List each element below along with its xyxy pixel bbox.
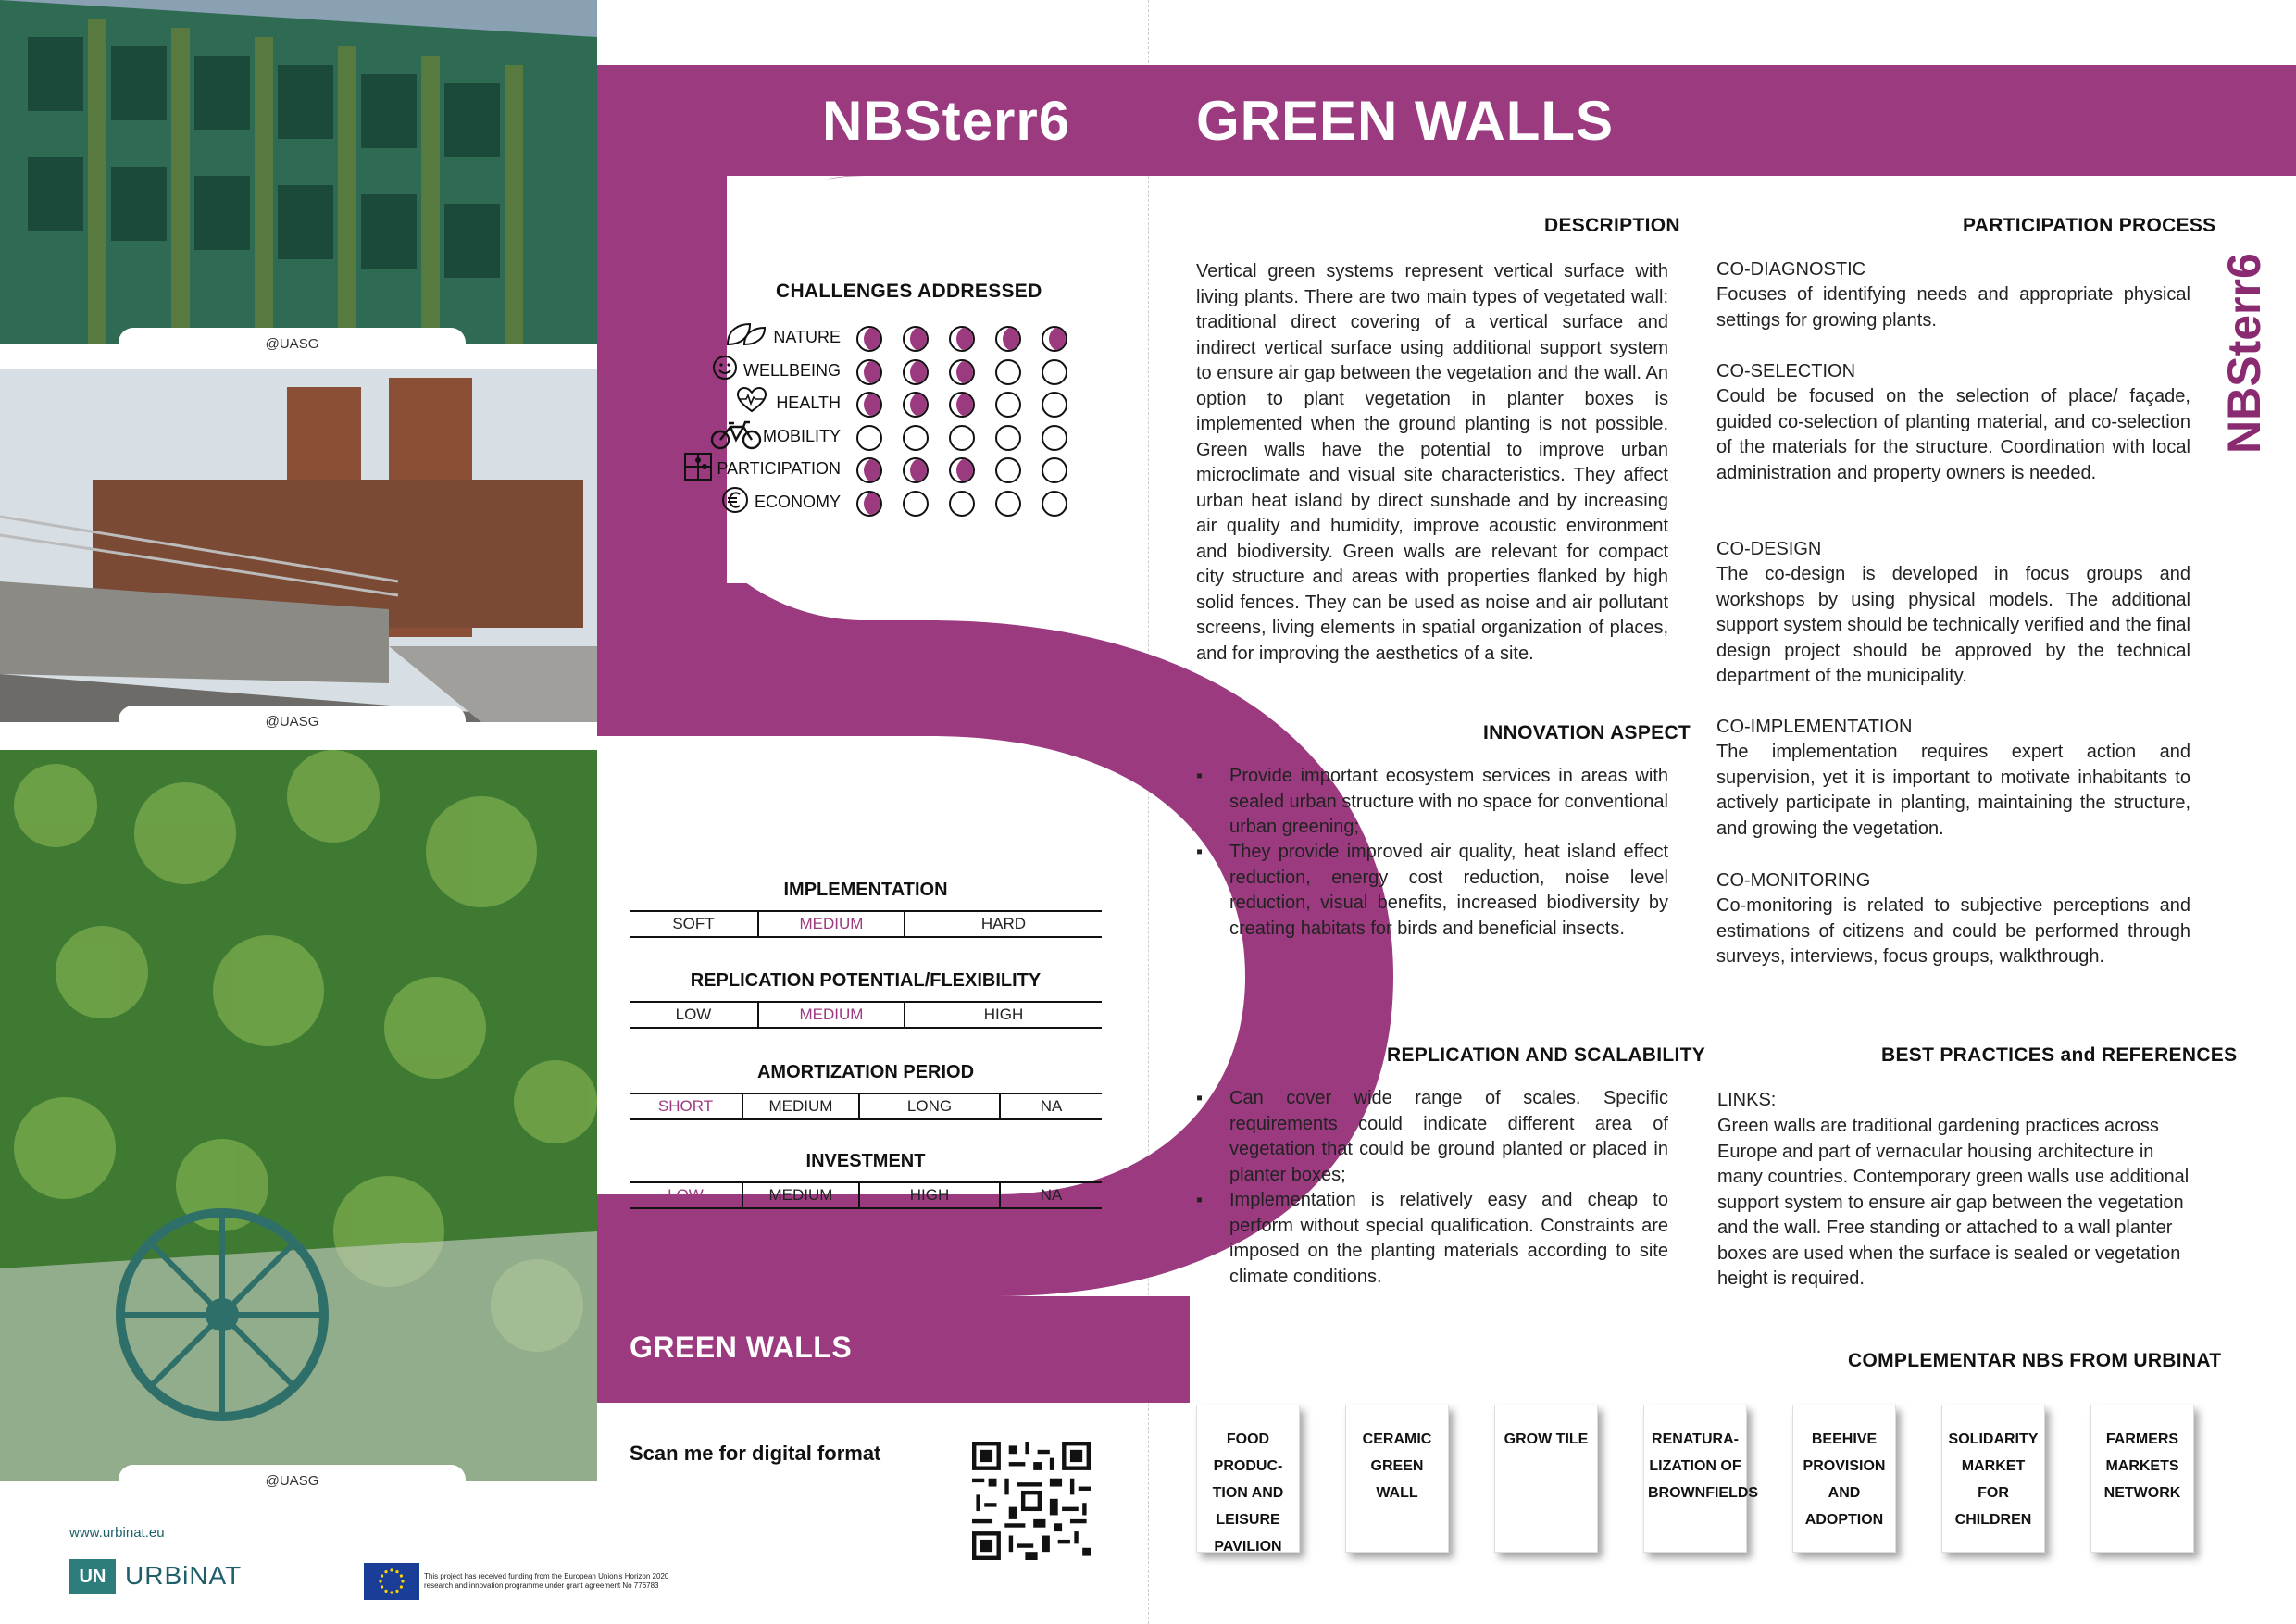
replication-scalability-title: REPLICATION AND SCALABILITY: [1387, 1044, 1706, 1066]
investment-option: LOW: [630, 1183, 743, 1207]
card-label: FOOD PRODUC-TION AND LEISURE PAVILION: [1212, 1431, 1284, 1555]
rating-circle: [949, 425, 975, 451]
building-facade-illustration: [0, 0, 597, 344]
replication-option: LOW: [630, 1003, 759, 1027]
rating-circle: [995, 326, 1021, 352]
challenge-label: WELLBEING: [742, 360, 841, 380]
challenge-label: ECONOMY: [754, 492, 841, 511]
rating-circle: [856, 491, 882, 517]
complementary-nbs-card[interactable]: [1643, 1405, 1759, 1553]
replication-bullet-2: [1196, 1188, 1668, 1290]
photo-gabion-wall: [0, 369, 597, 722]
rating-fill: [1003, 326, 1021, 352]
ivy-wall-illustration: [0, 750, 597, 1481]
innovation-bullet-2: [1196, 840, 1668, 942]
amortization-option: MEDIUM: [743, 1094, 860, 1118]
eu-funding-text: This project has received funding from the European Union's Horizon 2020 research and innovation programme under grant agreement No 776783: [424, 1572, 669, 1590]
rating-circle: [1042, 392, 1067, 418]
complementary-nbs-card[interactable]: [1196, 1405, 1300, 1553]
complementary-nbs-card[interactable]: [2090, 1405, 2194, 1553]
investment-option: NA: [1040, 1186, 1063, 1204]
rating-fill: [956, 326, 975, 352]
rating-circle: [856, 392, 882, 418]
rating-circle: [949, 457, 975, 483]
implementation-option: HARD: [980, 915, 1027, 932]
innovation-bullet-1-text: Provide important ecosystem services in areas with sealed urban structure with no space for conventional urban greening;: [1229, 766, 1668, 837]
rating-circle: [1042, 326, 1067, 352]
rating-circle: [903, 326, 929, 352]
participation-heading: CO-SELECTION: [1716, 361, 1856, 381]
implementation-option: MEDIUM: [759, 912, 905, 936]
investment-option: MEDIUM: [743, 1183, 860, 1207]
gabion-wall-illustration: [0, 369, 597, 722]
complementary-nbs-card[interactable]: [1941, 1405, 2045, 1553]
rating-fill: [956, 359, 975, 385]
investment-scale: [630, 1181, 1102, 1209]
rating-circle: [995, 491, 1021, 517]
bullet-mark: ▪: [1196, 766, 1204, 786]
description-text: Vertical green systems represent vertical surface with living plants. There are two main types of vegetated wall: traditional direct covering of a vertical surface and indirect vertical surface using additional support system to ensure air gap between the vegetation and the wall. An option to plant vegetation in planter boxes is implemented when the ground planting is not possible. Green walls have the potential to improve urban microclimate and visual site characteristics. They affect urban heat island by direct sunshade and by increasing air quality and humidity, improve acoustic environment and biodiversity. Green walls are relevant for compact city structure and areas with properties flanked by high solid fences. They can be used as noise and air pollutant screens, living elements in spatial organization of places, and for improving the aesthetics of a site.: [1196, 261, 1668, 664]
side-code-vertical: [2217, 213, 2273, 454]
rating-circle: [903, 425, 929, 451]
amortization-scale-title: AMORTIZATION PERIOD: [756, 1062, 975, 1082]
investment-scale-title: INVESTMENT: [805, 1151, 926, 1171]
replication-option: HIGH: [983, 1006, 1024, 1023]
urbinat-logo-name: URBiNAT: [125, 1561, 243, 1590]
photo-credit-1: @UASG: [119, 328, 466, 361]
replication-bullet-1-text: Can cover wide range of scales. Specific requirements could indicate different area of vegetation that could be ground planted or placed in planter boxes;: [1229, 1088, 1668, 1185]
replication-bullet-1: [1196, 1086, 1668, 1188]
rating-circle: [856, 457, 882, 483]
complementary-nbs-card[interactable]: [1792, 1405, 1896, 1553]
challenge-label: HEALTH: [776, 394, 841, 412]
rating-fill: [910, 359, 929, 385]
card-label: CERAMIC GREEN WALL: [1362, 1431, 1432, 1501]
rating-circle: [903, 491, 929, 517]
website-link[interactable]: www.urbinat.eu: [69, 1525, 165, 1541]
amortization-scale: [630, 1093, 1102, 1120]
photo-credit-3: @UASG: [119, 1465, 466, 1498]
card-label: RENATURA-LIZATION OF BROWNFIELDS: [1648, 1431, 1759, 1501]
complementary-nbs-card[interactable]: [1345, 1405, 1449, 1553]
rating-fill: [864, 392, 882, 418]
description-title: DESCRIPTION: [1544, 215, 1680, 236]
participation-heading: CO-DIAGNOSTIC: [1716, 259, 1866, 280]
rating-circle: [949, 326, 975, 352]
implementation-scale-title: IMPLEMENTATION: [783, 880, 948, 900]
amortization-option: NA: [1040, 1097, 1063, 1115]
replication-scale: [630, 1001, 1102, 1029]
rating-fill: [864, 359, 882, 385]
innovation-title: INNOVATION ASPECT: [1483, 722, 1691, 743]
scan-label: Scan me for digital format: [630, 1442, 881, 1465]
rating-circle: [949, 392, 975, 418]
rating-circle: [903, 457, 929, 483]
rating-circle: [995, 457, 1021, 483]
rating-circle: [949, 491, 975, 517]
participation-text: The co-design is developed in focus groups and workshops by using physical models. The additional support system should be technically verified and the final design project should be approved by the technical department of the municipality.: [1716, 564, 2190, 686]
bullet-mark: ▪: [1196, 1088, 1204, 1108]
rating-circle: [949, 359, 975, 385]
photo-building-facade: [0, 0, 597, 344]
innovation-bullet-1: [1196, 764, 1668, 841]
eu-flag-icon: [364, 1563, 419, 1600]
card-label: SOLIDARITY MARKET FOR CHILDREN: [1948, 1431, 2039, 1528]
rating-circle: [856, 425, 882, 451]
card-label: GROW TILE: [1504, 1431, 1589, 1447]
rating-circle: [995, 359, 1021, 385]
best-practices-title: BEST PRACTICES and REFERENCES: [1881, 1044, 2238, 1066]
nbs-code-title: NBSterr6: [822, 90, 1071, 152]
participation-heading: CO-IMPLEMENTATION: [1716, 717, 1913, 737]
urbinat-logo-mark: UN: [69, 1559, 116, 1594]
card-label: FARMERS MARKETS NETWORK: [2103, 1431, 2181, 1501]
participation-text: Could be focused on the selection of place/ façade, guided co-selection of planting material, and co-selection of the materials for the structure. Coordination with local administration and property owners is needed.: [1716, 386, 2190, 483]
rating-circle: [995, 392, 1021, 418]
amortization-option: SHORT: [630, 1094, 743, 1118]
rating-fill: [956, 457, 975, 483]
participation-heading: CO-MONITORING: [1716, 870, 1871, 891]
rating-fill: [864, 326, 882, 352]
rating-circle: [856, 326, 882, 352]
innovation-bullet-2-text: They provide improved air quality, heat island effect reduction, energy cost reduction, noise level reduction, visual benefits, increased biodiversity by creating habitats for birds and beneficial insects.: [1229, 842, 1668, 939]
participation-title: PARTICIPATION PROCESS: [1963, 215, 2216, 236]
photo-ivy-wall: [0, 750, 597, 1481]
page-title: GREEN WALLS: [1196, 90, 1615, 152]
replication-scale-title: REPLICATION POTENTIAL/FLEXIBILITY: [690, 970, 1042, 991]
participation-heading: CO-DESIGN: [1716, 539, 1822, 559]
card-label: BEEHIVE PROVISION AND ADOPTION: [1803, 1431, 1886, 1528]
challenge-label: MOBILITY: [762, 426, 841, 445]
rating-circle: [1042, 359, 1067, 385]
bullet-mark: ▪: [1196, 1190, 1204, 1210]
rating-circle: [995, 425, 1021, 451]
complementary-nbs-card[interactable]: [1494, 1405, 1598, 1553]
bullet-mark: ▪: [1196, 842, 1204, 862]
replication-bullet-2-text: Implementation is relatively easy and cheap to perform without special qualification. Constraints are imposed on the planting materials according to site climate conditions.: [1229, 1190, 1668, 1287]
rating-fill: [910, 392, 929, 418]
footer-title: GREEN WALLS: [630, 1330, 853, 1364]
rating-fill: [910, 326, 929, 352]
rating-circle: [1042, 425, 1067, 451]
rating-circle: [1042, 491, 1067, 517]
rating-circle: [903, 392, 929, 418]
links-label: LINKS:: [1717, 1090, 1777, 1110]
participation-text: The implementation requires expert action and supervision, yet it is important to motivate inhabitants to actively participate in planting, maintaining the structure, and growing the vegetation.: [1716, 742, 2190, 839]
rating-fill: [1049, 326, 1067, 352]
amortization-option: LONG: [860, 1094, 1001, 1118]
best-practices-text: Green walls are traditional gardening practices across Europe and part of vernacular housing architecture in many countries. Contemporary green walls use additional support system to ensure air gap between the vegetation and the wall. Free standing or attached to a wall planter boxes are used when the surface is sealed or vegetation height is required.: [1717, 1116, 2190, 1289]
implementation-scale: [630, 910, 1102, 938]
participation-text: Co-monitoring is related to subjective perceptions and estimations of citizens and could be performed through surveys, interviews, focus groups, walkthrough.: [1716, 895, 2190, 967]
investment-option: HIGH: [860, 1183, 1001, 1207]
implementation-option: SOFT: [630, 912, 759, 936]
rating-fill: [864, 491, 882, 517]
rating-circle: [856, 359, 882, 385]
qr-code-icon[interactable]: [972, 1442, 1091, 1560]
participation-text: Focuses of identifying needs and appropriate physical settings for growing plants.: [1716, 284, 2190, 331]
side-code-text: NBSterr6: [2218, 253, 2270, 454]
photo-credit-2: @UASG: [119, 706, 466, 739]
challenges-title: CHALLENGES ADDRESSED: [776, 281, 1042, 302]
rating-circle: [1042, 457, 1067, 483]
challenge-label: NATURE: [773, 328, 841, 346]
complementary-title: COMPLEMENTAR NBS FROM URBINAT: [1848, 1350, 2222, 1371]
rating-circle: [903, 359, 929, 385]
challenge-label: PARTICIPATION: [717, 459, 841, 478]
rating-fill: [864, 457, 882, 483]
rating-fill: [910, 457, 929, 483]
rating-fill: [956, 392, 975, 418]
replication-option: MEDIUM: [759, 1003, 905, 1027]
